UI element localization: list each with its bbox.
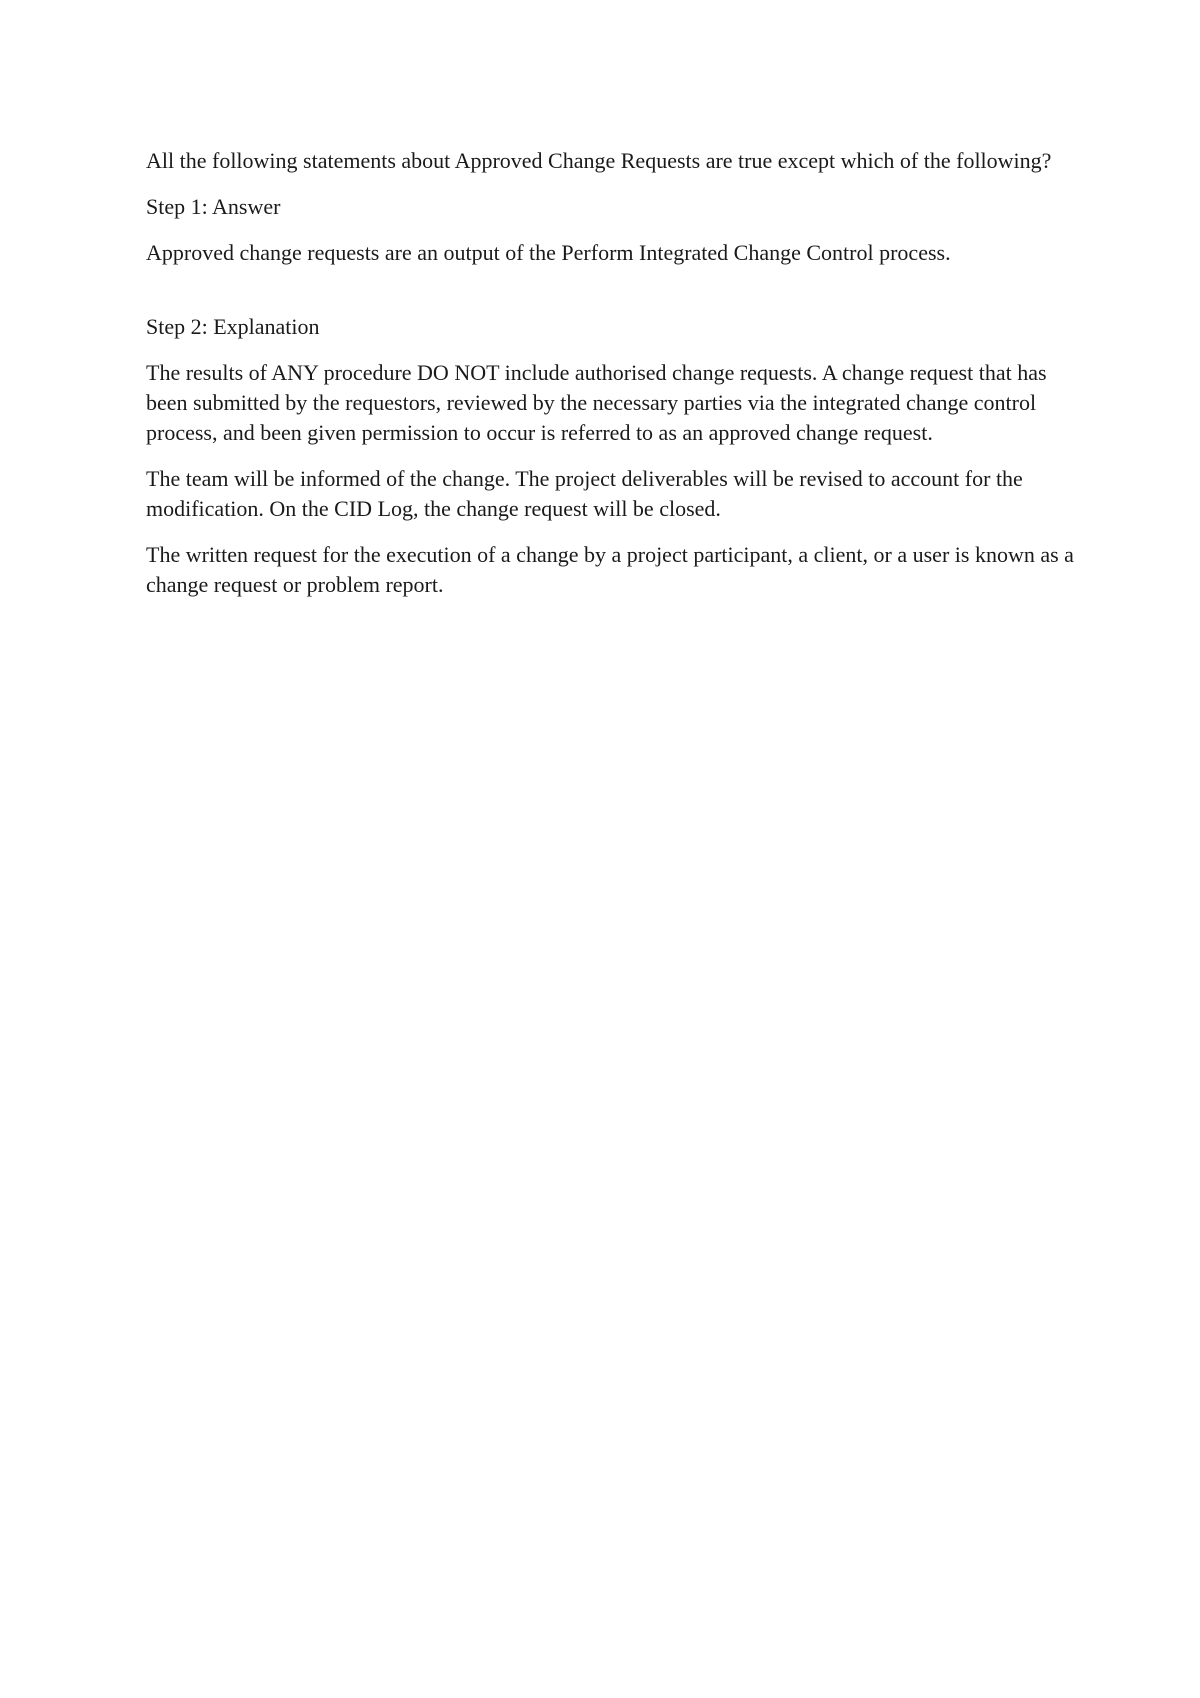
step-1-heading: Step 1: Answer xyxy=(146,194,281,219)
question-text: All the following statements about Approved Change Requests are true except which of the following? xyxy=(146,148,1052,173)
document-body xyxy=(146,146,1076,616)
explanation-paragraph-1: The results of ANY procedure DO NOT include authorised change requests. A change request that has been submitted by the requestors, reviewed by the necessary parties via the integrated change control process, and been given permission to occur is referred to as an approved change request. xyxy=(146,360,1047,445)
answer-text: Approved change requests are an output of the Perform Integrated Change Control process. xyxy=(146,240,951,265)
step-2-heading: Step 2: Explanation xyxy=(146,314,320,339)
explanation-paragraph-2: The team will be informed of the change. The project deliverables will be revised to account for the modification. On the CID Log, the change request will be closed. xyxy=(146,466,1023,521)
explanation-paragraph-3: The written request for the execution of a change by a project participant, a client, or a user is known as a change request or problem report. xyxy=(146,542,1074,597)
